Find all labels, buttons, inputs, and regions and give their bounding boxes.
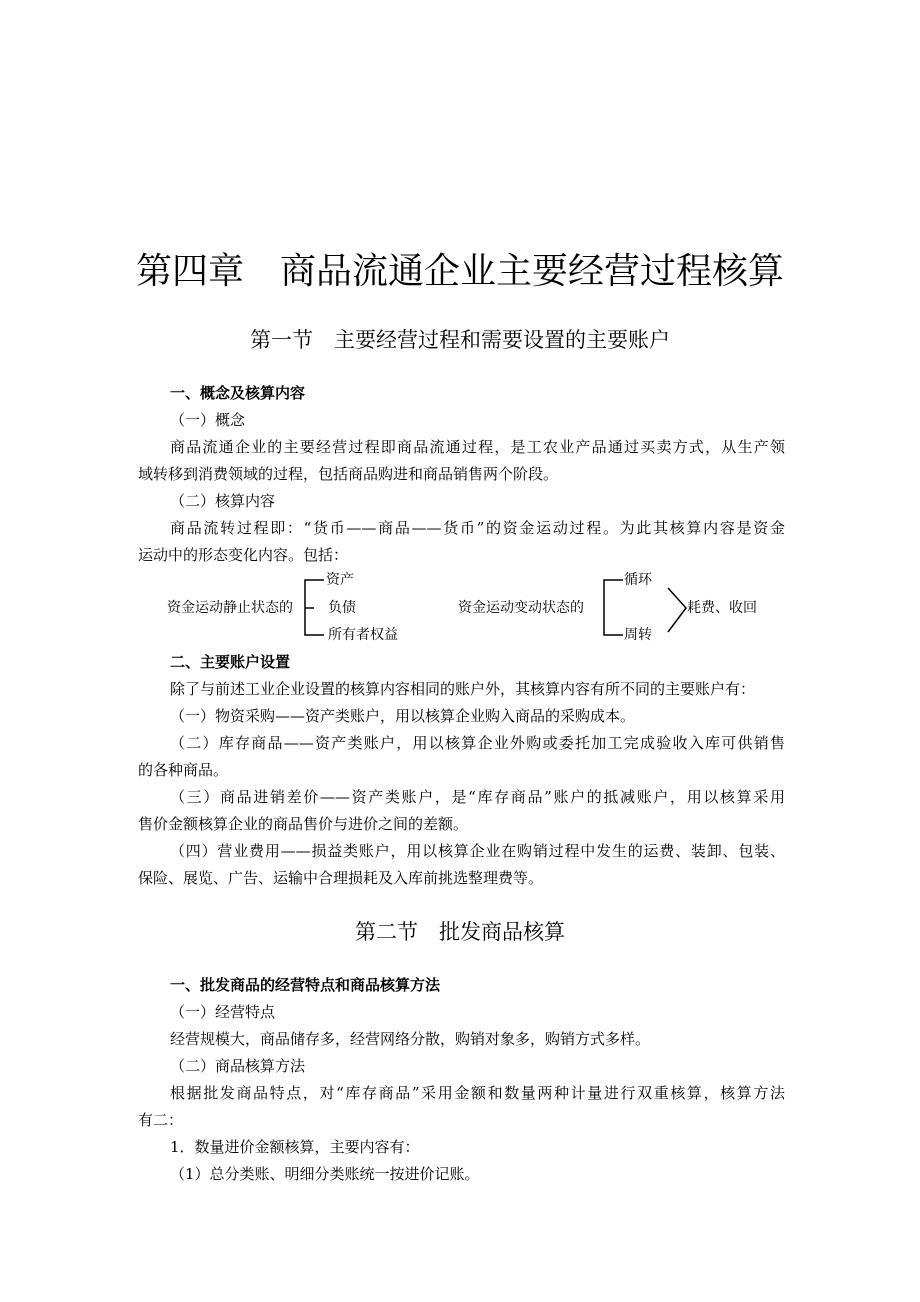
subheading-concept: （一）概念 [170, 411, 246, 429]
subheading-content: （二）核算内容 [170, 492, 276, 510]
account-item: （三）商品进销差价——资产类账户，是“库存商品”账户的抵减账户，用以核算采用 [170, 788, 785, 806]
heading-accounts: 二、主要账户设置 [170, 653, 291, 671]
dynamic-item: 循环 [624, 572, 652, 588]
static-item: 资产 [326, 572, 354, 588]
account-item-cont: 保险、展览、广告、运输中合理损耗及入库前挑选整理费等。 [138, 869, 544, 887]
section-1-title: 第一节 主要经营过程和需要设置的主要账户 [250, 328, 670, 352]
paragraph-line: 根据批发商品特点，对“库存商品”采用金额和数量两种计量进行双重核算，核算方法 [170, 1084, 785, 1102]
account-item-cont: 的各种商品。 [138, 761, 229, 779]
paragraph-line: 经营规模大，商品储存多，经营网络分散，购销对象多，购销方式多样。 [170, 1030, 651, 1048]
subheading-features: （一）经营特点 [170, 1003, 276, 1021]
section-2-title: 第二节 批发商品核算 [355, 920, 565, 944]
paragraph-line: 商品流通企业的主要经营过程即商品流通过程，是工农业产品通过买卖方式，从生产领 [170, 438, 785, 456]
list-item: （1）总分类账、明细分类账统一按进价记账。 [170, 1165, 480, 1183]
static-item: 负债 [328, 600, 356, 616]
subheading-methods: （二）商品核算方法 [170, 1057, 306, 1075]
paragraph-line: 除了与前述工业企业设置的核算内容相同的账户外，其核算内容有所不同的主要账户有： [170, 680, 756, 698]
heading-wholesale: 一、批发商品的经营特点和商品核算方法 [170, 976, 441, 994]
paragraph-line: 商品流转过程即：“货币——商品——货币”的资金运动过程。为此其核算内容是资金 [170, 519, 785, 537]
dynamic-result: 耗费、收回 [687, 600, 757, 616]
account-item-cont: 售价金额核算企业的商品售价与进价之间的差额。 [138, 815, 469, 833]
dynamic-item: 周转 [624, 627, 652, 643]
static-state-label: 资金运动静止状态的 [167, 600, 293, 616]
account-item: （二）库存商品——资产类账户，用以核算企业外购或委托加工完成验收入库可供销售 [170, 734, 785, 752]
account-item: （一）物资采购——资产类账户，用以核算企业购入商品的采购成本。 [170, 707, 636, 725]
heading-concept: 一、概念及核算内容 [170, 384, 306, 402]
static-item: 所有者权益 [328, 627, 398, 643]
paragraph-line: 域转移到消费领域的过程，包括商品购进和商品销售两个阶段。 [138, 465, 559, 483]
paragraph-line: 运动中的形态变化内容。包括： [138, 546, 349, 564]
dynamic-state-label: 资金运动变动状态的 [458, 600, 584, 616]
list-item: 1．数量进价金额核算，主要内容有： [170, 1138, 420, 1156]
account-item: （四）营业费用——损益类账户，用以核算企业在购销过程中发生的运费、装卸、包装、 [170, 842, 785, 860]
paragraph-line: 有二： [138, 1111, 184, 1129]
chapter-title: 第四章 商品流通企业主要经营过程核算 [135, 251, 784, 292]
